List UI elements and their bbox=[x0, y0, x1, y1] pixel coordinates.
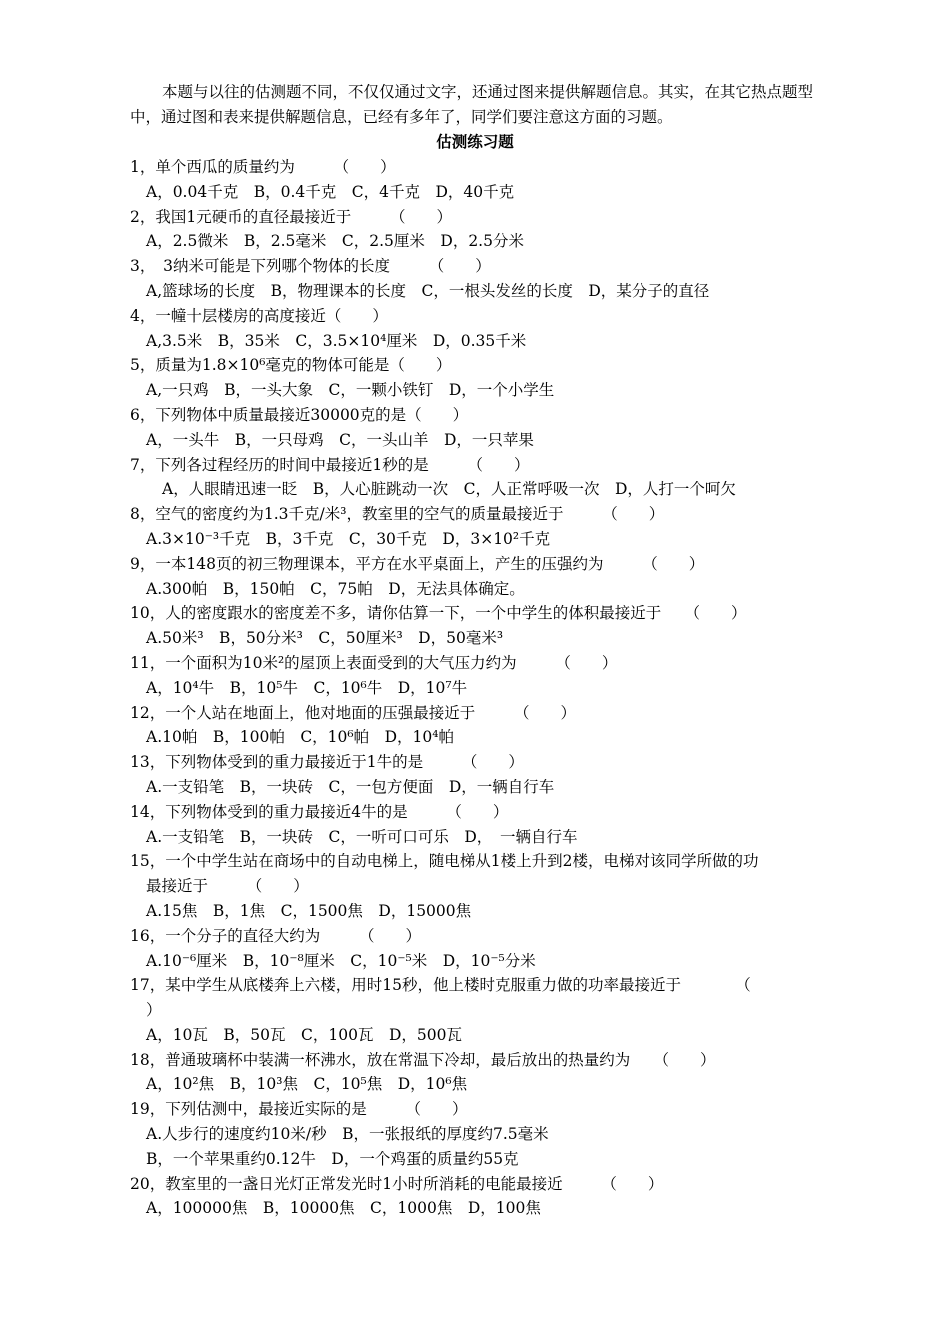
question-17: 17，某中学生从底楼奔上六楼，用时15秒，他上楼时克服重力做的功率最接近于 （ bbox=[130, 976, 751, 995]
question-4: 4，一幢十层楼房的高度接近（ ） bbox=[130, 306, 388, 325]
question-20: 20，教室里的一盏日光灯正常发光时1小时所消耗的电能最接近 （ ） bbox=[130, 1174, 664, 1193]
question-1-options: A，0.04千克 B，0.4千克 C，4千克 D，40千克 bbox=[146, 182, 515, 201]
question-3-options: A,篮球场的长度 B，物理课本的长度 C，一根头发丝的长度 D，某分子的直径 bbox=[146, 281, 710, 300]
question-19-options: B，一个苹果重约0.12牛 D，一个鸡蛋的质量约55克 bbox=[146, 1149, 519, 1168]
question-13: 13，下列物体受到的重力最接近于1牛的是 （ ） bbox=[130, 753, 524, 772]
question-14: 14，下列物体受到的重力最接近4牛的是 （ ） bbox=[130, 802, 509, 821]
question-3: 3， 3纳米可能是下列哪个物体的长度 （ ） bbox=[130, 257, 491, 276]
question-15: 15，一个中学生站在商场中的自动电梯上，随电梯从1楼上升到2楼，电梯对该同学所做的功 bbox=[130, 852, 759, 871]
question-19: 19，下列估测中，最接近实际的是 （ ） bbox=[130, 1100, 468, 1119]
question-18: 18，普通玻璃杯中装满一杯沸水，放在常温下冷却，最后放出的热量约为 （ ） bbox=[130, 1050, 716, 1069]
question-6: 6，下列物体中质量最接近30000克的是（ ） bbox=[130, 405, 469, 424]
question-9: 9，一本148页的初三物理课本，平方在水平桌面上，产生的压强约为 （ ） bbox=[130, 554, 705, 573]
question-19-options: A.人步行的速度约10米/秒 B，一张报纸的厚度约7.5毫米 bbox=[146, 1125, 549, 1144]
question-13-options: A.一支铅笔 B，一块砖 C，一包方便面 D，一辆自行车 bbox=[146, 777, 555, 796]
question-5: 5，质量为1.8×10⁶毫克的物体可能是（ ） bbox=[130, 356, 452, 375]
question-18-options: A，10²焦 B，10³焦 C，10⁵焦 D，10⁶焦 bbox=[146, 1075, 468, 1094]
question-1: 1，单个西瓜的质量约为 （ ） bbox=[130, 158, 396, 176]
question-12: 12，一个人站在地面上，他对地面的压强最接近于 （ ） bbox=[130, 703, 576, 722]
question-2-options: A，2.5微米 B，2.5毫米 C，2.5厘米 D，2.5分米 bbox=[146, 232, 524, 251]
question-2: 2，我国1元硬币的直径最接近于 （ ） bbox=[130, 207, 452, 226]
question-7-options: A，人眼睛迅速一眨 B，人心脏跳动一次 C，人正常呼吸一次 D，人打一个呵欠 bbox=[162, 480, 736, 499]
question-17-options: A，10瓦 B，50瓦 C，100瓦 D，500瓦 bbox=[146, 1025, 462, 1044]
question-5-options: A,一只鸡 B，一头大象 C，一颗小铁钉 D，一个小学生 bbox=[146, 381, 555, 400]
question-16-options: A.10⁻⁶厘米 B，10⁻⁸厘米 C，10⁻⁵米 D，10⁻⁵分米 bbox=[146, 951, 536, 970]
question-list bbox=[130, 155, 830, 1221]
page-title: 估测练习题 bbox=[436, 133, 514, 151]
question-9-options: A.300帕 B，150帕 C，75帕 D，无法具体确定。 bbox=[146, 579, 525, 598]
question-4-options: A,3.5米 B，35米 C，3.5×10⁴厘米 D，0.35千米 bbox=[146, 331, 527, 350]
question-10: 10，人的密度跟水的密度差不多，请你估算一下，一个中学生的体积最接近于 （ ） bbox=[130, 604, 747, 623]
question-14-options: A.一支铅笔 B，一块砖 C，一听可口可乐 D， 一辆自行车 bbox=[146, 827, 578, 846]
question-8: 8，空气的密度约为1.3千克/米³，教室里的空气的质量最接近于 （ ） bbox=[130, 505, 665, 524]
question-15-continued: 最接近于 （ ） bbox=[146, 877, 309, 896]
intro-paragraph: 本题与以往的估测题不同，不仅仅通过文字，还通过图来提供解题信息。其实，在其它热点题型中，通过图和表来提供解题信息，已经有多年了，同学们要注意这方面的习题。 bbox=[130, 83, 814, 126]
question-11: 11，一个面积为10米²的屋顶上表面受到的大气压力约为 （ ） bbox=[130, 653, 618, 672]
question-15-options: A.15焦 B，1焦 C，1500焦 D，15000焦 bbox=[146, 901, 472, 920]
question-16: 16，一个分子的直径大约为 （ ） bbox=[130, 926, 421, 945]
question-17-continued: ） bbox=[146, 1001, 162, 1020]
question-12-options: A.10帕 B，100帕 C，10⁶帕 D，10⁴帕 bbox=[146, 728, 454, 747]
question-11-options: A，10⁴牛 B，10⁵牛 C，10⁶牛 D，10⁷牛 bbox=[146, 678, 468, 697]
question-20-options: A，100000焦 B，10000焦 C，1000焦 D，100焦 bbox=[146, 1199, 541, 1218]
question-6-options: A，一头牛 B，一只母鸡 C，一头山羊 D，一只苹果 bbox=[146, 430, 534, 449]
question-8-options: A.3×10⁻³千克 B，3千克 C，30千克 D，3×10²千克 bbox=[146, 529, 551, 548]
question-7: 7，下列各过程经历的时间中最接近1秒的是 （ ） bbox=[130, 455, 530, 474]
question-10-options: A.50米³ B，50分米³ C，50厘米³ D，50毫米³ bbox=[146, 629, 504, 648]
